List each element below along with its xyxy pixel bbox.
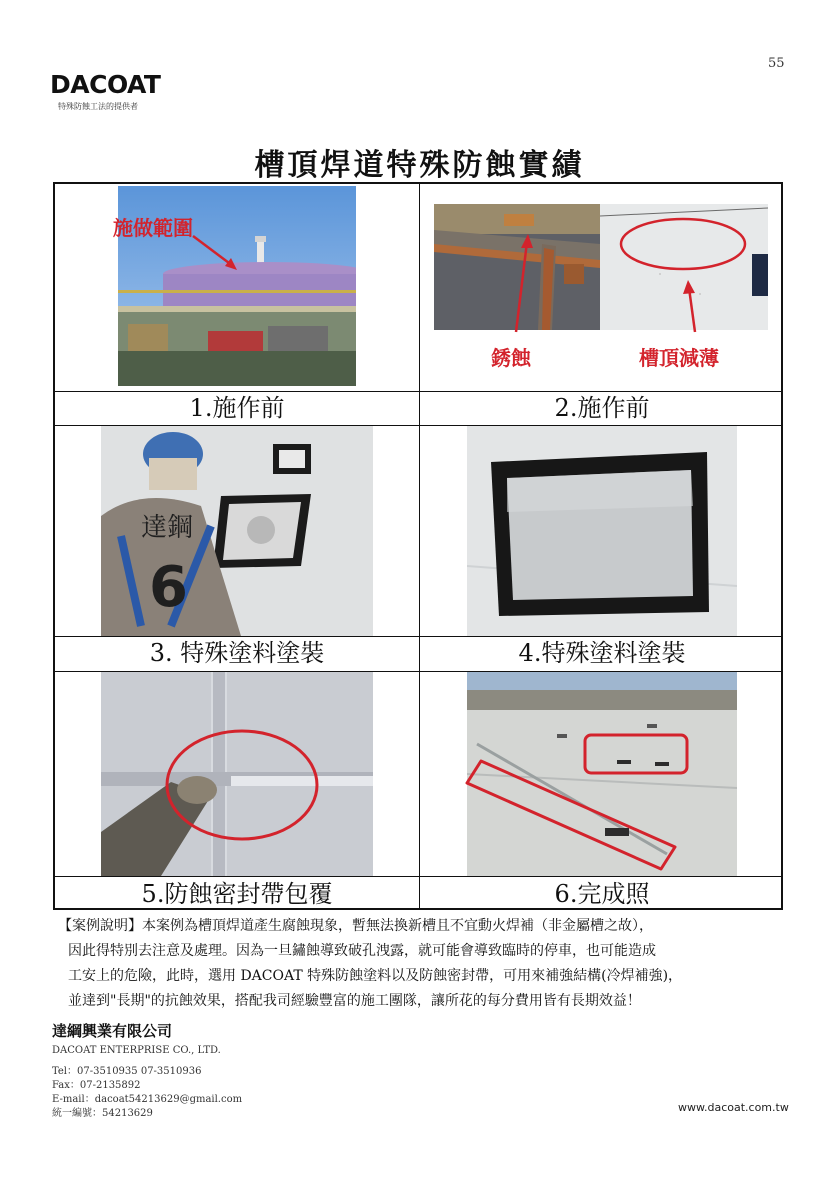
caption-3: 3. 特殊塗料塗裝 xyxy=(149,639,325,667)
caption-4: 4.特殊塗料塗裝 xyxy=(518,639,686,667)
case-description xyxy=(58,914,786,1014)
caption-2: 2.施作前 xyxy=(554,394,650,422)
photo-coated-patch xyxy=(467,426,737,636)
description-line: 【案例說明】本案例為槽頂焊道產生腐蝕現象，暫無法換新槽且不宜動火焊補（非金屬槽之故）， xyxy=(58,918,653,934)
annotation-roof-thinning: 槽頂減薄 xyxy=(639,346,719,370)
annotation-work-area: 施做範圍 xyxy=(113,216,193,240)
contact-fax: Fax：07-2135892 xyxy=(52,1080,141,1091)
description-line: 工安上的危險，此時，選用 DACOAT 特殊防蝕塗料以及防蝕密封帶，可用來補強結構(冷焊補強)， xyxy=(68,968,683,984)
page-title: 槽頂焊道特殊防蝕實績 xyxy=(254,148,585,183)
vest-chars: 達鋼 xyxy=(141,513,194,543)
caption-6: 6.完成照 xyxy=(554,880,650,908)
photo-grid xyxy=(53,182,783,910)
caption-1: 1.施作前 xyxy=(189,394,285,422)
photo-worker-coating xyxy=(101,426,373,636)
contact-email[interactable]: E-mail：dacoat54213629@gmail.com xyxy=(52,1094,243,1105)
description-line: 並達到"長期"的抗蝕效果，搭配我司經驗豐富的施工團隊，讓所花的每分費用皆有長期效益！ xyxy=(68,993,641,1009)
caption-5: 5.防蝕密封帶包覆 xyxy=(141,880,333,908)
contact-tel: Tel：07-3510935 07-3510936 xyxy=(52,1066,202,1077)
annotation-highlights xyxy=(55,671,783,876)
vest-number: 6 xyxy=(149,555,188,620)
brand-logo: DACOAT xyxy=(50,70,161,99)
website-link[interactable]: www.dacoat.com.tw xyxy=(678,1101,789,1114)
annotation-rust: 銹蝕 xyxy=(491,346,531,370)
page-number: 55 xyxy=(768,56,785,71)
description-line: 因此得特別去注意及處理。因為一旦鏽蝕導致破孔洩露，就可能會導致臨時的停車，也可能造成 xyxy=(68,943,656,959)
company-name-en: DACOAT ENTERPRISE CO., LTD. xyxy=(52,1045,221,1056)
tax-id: 統一編號：54213629 xyxy=(52,1108,153,1119)
company-name: 達綱興業有限公司 xyxy=(52,1022,173,1040)
brand-tagline: 特殊防蝕工法的提供者 xyxy=(58,102,138,111)
